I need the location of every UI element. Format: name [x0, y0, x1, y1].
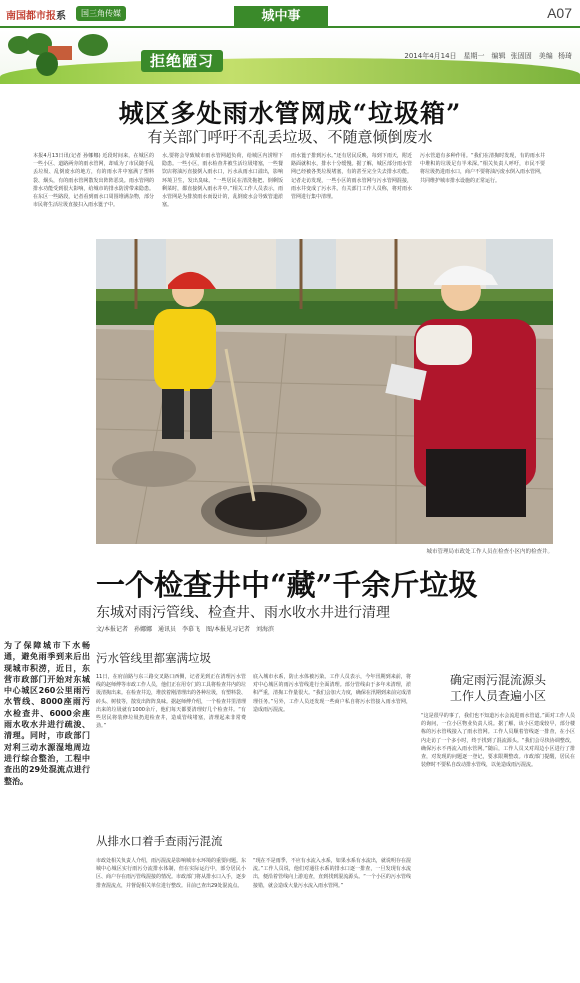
article2-subhead-1: 污水管线里都塞满垃圾: [96, 651, 211, 665]
article1-subheadline: 有关部门呼吁不乱丢垃圾、不随意倾倒废水: [147, 128, 433, 146]
sidebar-headline-line-2: 工作人员查遍小区: [449, 689, 546, 703]
article2-subheadline: 东城对雨污管线、检查井、雨水收水井进行清理: [96, 605, 390, 621]
article1-col-1: 本报4月13日讯(记者 孙娜娜) 近段时间来，在城区的一些小区、道路两旁的雨水管网，却成为了市民随手乱丢垃圾、乱倒废水的地方，有的雨水井中塞满了塑料袋、烟头，有的雨水管网散发出阵阵恶臭。雨水管网的排水功能受到很大影响，给城市的排水防涝带来隐患。在东区一些路段，记者看到雨水口周围堆满杂物，部分市民将生活垃圾直接扫入雨水篦子中。: [33, 153, 154, 209]
article1-col-3: 雨水篦子排到污水。”还有居民反映，每到下雨天，附近路面就积水，排水十分缓慢。据了解，城区部分雨水管网已经被各类垃圾堵塞，有的甚至完全失去排水功能。记者走访发现，一些小区的雨水管网与污水管网混接，雨水井变成了污水井。有关部门工作人员称，将对雨水管网进行集中清理。: [291, 153, 412, 201]
article2-intro: 为了保障城市下水畅通，避免雨季到来后出现城市积涝，近日，东营市政部门开始对东城中心城区260公里雨污水管线、8000座雨污水检查井、6000余座雨水收水井进行疏浚、清理。同时，市政部门对利三动水源湿地周边进行综合整治，工程中查出的29处混流点进行整治。: [4, 641, 90, 786]
paper-name: 南国都市报系: [6, 11, 66, 22]
article2-byline: 文/本报记者 孙娜娜 通讯员 李慕飞 图/本报见习记者 刘海滨: [96, 626, 275, 633]
tree-icon: [36, 52, 58, 76]
article1-headline: 城区多处雨水管网成“垃圾箱”: [118, 99, 462, 128]
news-photo: [96, 239, 553, 544]
article2-col-1: 11日，在府前路与东三路交叉路口西侧，记者见到正在清理污水管线的赵师傅等市政工作人员，他们正在用专门的工具将检查井内的垃圾清掏出来。在检查井边，堆放着刚清理出的各种垃圾，有塑料袋、砖头、树枝等，散发出阵阵臭味。据赵师傅介绍，一个检查井里清理出来的垃圾就有1000余斤，他们每天都要清理好几个检查井。“有些居民将装修垃圾扔进检查井，造成管线堵塞，清理起来非常费劲。”: [96, 674, 246, 730]
page-number: A07: [547, 5, 572, 21]
article2-col-2: 底入城市水系，防止水体被污染。工作人员表示，今年汛期到来前，将对中心城区的雨污水管线进行全面清理。部分管线由于多年未清理，淤积严重，清掏工作量很大。“我们会加大力度，确保在汛期到来前完成清理任务。”另外，工作人员还发现一些商户私自将污水管接入雨水管网，造成雨污混流。: [253, 674, 411, 713]
section-title: 城中事: [234, 6, 328, 28]
masthead: [0, 0, 580, 28]
article2-col-3: 市政处相关负责人介绍，雨污混流是影响城市水环境的重要问题。东城中心城区实行雨污分流排水体制，但在实际运行中，部分居民小区、商户存在雨污管线混接的情况。市政部门将从排水口入手，逐步排查混流点，并督促相关单位进行整改。目前已查出29处混流点。: [96, 858, 246, 889]
tree-icon: [78, 34, 108, 56]
sidebar-headline: [421, 672, 575, 704]
article1-col-2: 水,要将会导致城市雨水管网超负荷，给城区内涝埋下隐患。一些小区，雨水检查井被生活垃圾堵塞，一些餐饮店将油污直接倒入雨水口，污水从雨水口溢出，影响环境卫生，发出臭味。“一些居民在清洗拖把、倒剩饭剩菜时，都直接倒入雨水井中。”相关工作人员表示，雨水管网是为排放雨水而设计的，乱倒废水会导致管道淤塞。: [162, 153, 283, 209]
photo-caption: 城市管理局市政处工作人员在检查小区内的检查井。: [426, 549, 553, 555]
article2-headline: 一个检查井中“藏”千余斤垃圾: [96, 568, 478, 602]
inspection-scene-illustration: [96, 239, 553, 544]
dateline: 2014年4月14日 星期一 编辑 张固固 美编 杨琦: [404, 52, 572, 60]
masthead-tag: 国三角传媒: [76, 6, 126, 21]
sidebar-headline-line-1: 确定雨污混流源头: [449, 673, 546, 687]
article2-subhead-2: 从排水口着手查雨污混流: [96, 834, 223, 848]
banner-title: 拒绝陋习: [141, 50, 223, 72]
article1-col-4: 污水管道有多种作用。“我们在清掏时发现，有的雨水井中堆积的垃圾足有半米深。”相关负责人呼吁，市民不要将垃圾扔进雨水口，商户不要将油污废水倒入雨水管网，共同维护城市排水设施的正常运行。: [420, 153, 545, 184]
sidebar-text: “这是很早的事了，我们也不知道污水会流进雨水管道。”面对工作人员的询问，一位小区物业负责人说。据了解，该小区建成较早，部分楼栋的污水管线接入了雨水管网。工作人员顺着管线逐一排查，在小区内走访了一个多小时，终于找到了混流源头。“我们会尽快协调整改，确保污水不再流入雨水管网。”随后，工作人员又对周边小区进行了排查，对发现的问题逐一登记，要求限期整改。市政部门提醒，居民在装修时不要私自改动排水管线，以免造成雨污混流。: [421, 713, 575, 769]
article2-col-4: “现在不是雨季，不应有水流入水系，如果水系有水流出，就说明存在混流。”工作人员说，他们对通往水系的排水口逐一排查，一旦发现有水流出，便沿着管线向上游追查，直到找到混流源头。“一个小区的污水管线接错，就会造成大量污水流入雨水管网。”: [253, 858, 411, 889]
